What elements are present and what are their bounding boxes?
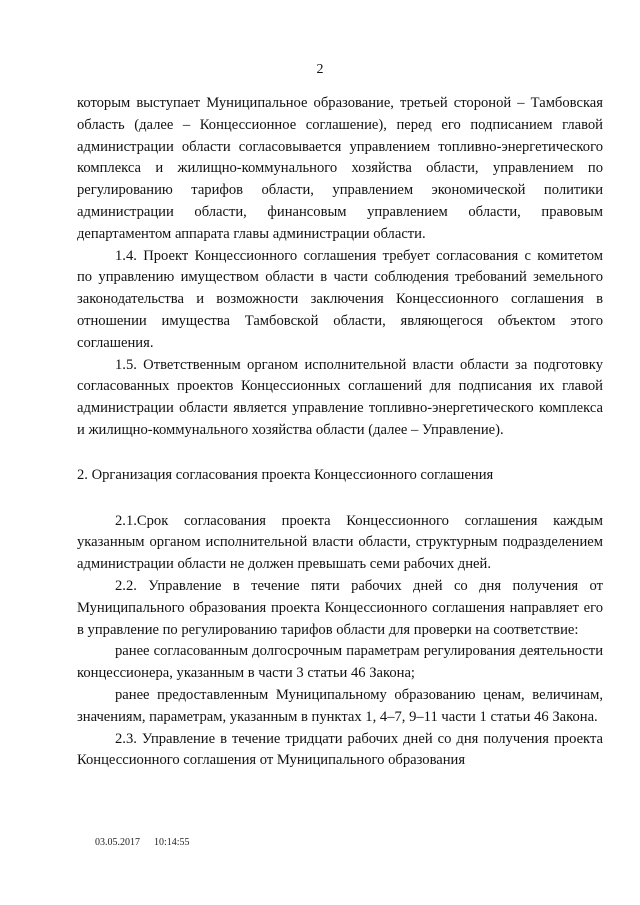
paragraph-continuation: которым выступает Муниципальное образование, третьей стороной – Тамбовская область (далее – Концессионное соглашение), перед его подписанием главой администрации области согласовывается управлением топливно-энергетического комплекса и жилищно-коммунального хозяйства области, управлением по регулированию тарифов области, управлением экономической политики администрации области, финансовым управлением области, правовым департаментом аппарата главы администрации области. xyxy=(77,95,603,242)
footer-date: 03.05.2017 xyxy=(95,837,140,848)
paragraph-2-1: 2.1.Срок согласования проекта Концессионного соглашения каждым указанным органом исполнительной власти области, структурным подразделением администрации области не должен превышать семи рабочих дней. xyxy=(77,512,603,573)
paragraph-2-2-item-1: ранее согласованным долгосрочным параметрам регулирования деятельности концессионера, указанным в части 3 статьи 46 Закона; xyxy=(77,643,603,682)
paragraph-2-3: 2.3. Управление в течение тридцати рабочих дней со дня получения проекта Концессионного соглашения от Муниципального образования xyxy=(77,730,603,769)
footer-time: 10:14:55 xyxy=(154,837,190,848)
page-number: 2 xyxy=(316,62,324,77)
footer-timestamp xyxy=(95,837,190,848)
document-body xyxy=(77,93,603,772)
paragraph-1-4: 1.4. Проект Концессионного соглашения требует согласования с комитетом по управлению имуществом области в части соблюдения требований земельного законодательства и возможности заключения Концессионного соглашения в отношении имущества Тамбовской области, являющегося объектом этого соглашения. xyxy=(77,247,603,351)
paragraph-1-5: 1.5. Ответственным органом исполнительной власти области за подготовку согласованных проектов Концессионных соглашений для подписания их главой администрации области является управление топливно-энергетического комплекса и жилищно-коммунального хозяйства области (далее – Управление). xyxy=(77,356,603,438)
paragraph-2-2-item-2: ранее предоставленным Муниципальному образованию ценам, величинам, значениям, параметрам, указанным в пунктах 1, 4–7, 9–11 части 1 статьи 46 Закона. xyxy=(77,686,603,725)
section-heading: 2. Организация согласования проекта Концессионного соглашения xyxy=(77,466,494,483)
paragraph-2-2: 2.2. Управление в течение пяти рабочих дней со дня получения от Муниципального образования проекта Концессионного соглашения направляет его в управление по регулированию тарифов области для проверки на соответствие: xyxy=(77,577,603,638)
